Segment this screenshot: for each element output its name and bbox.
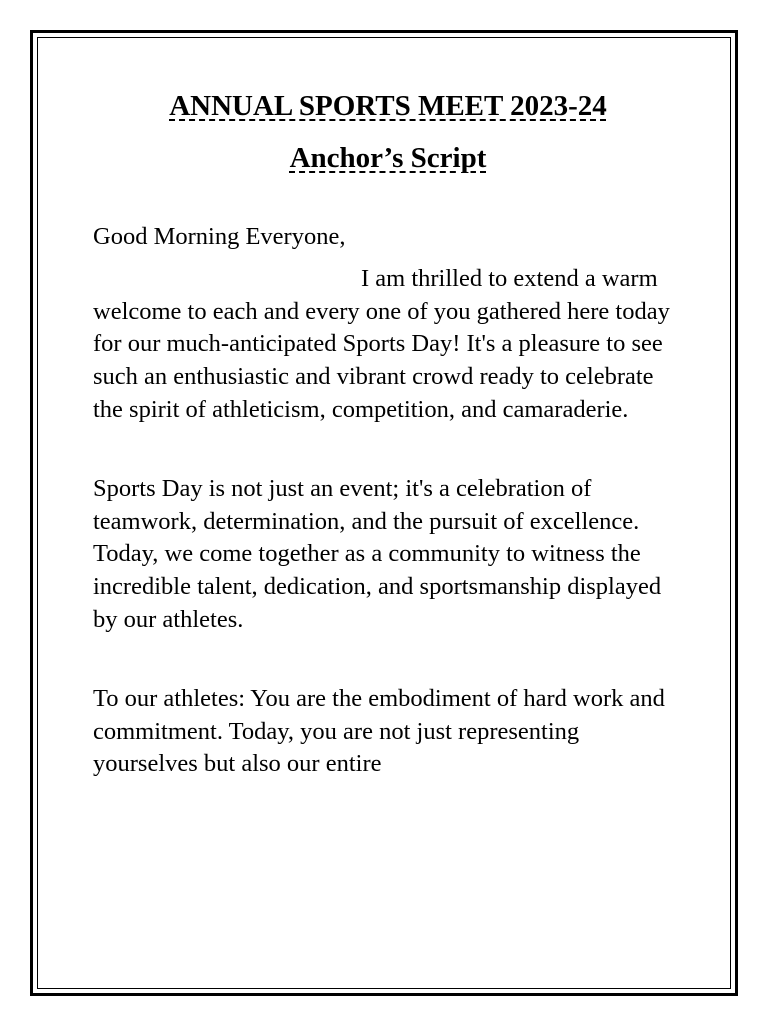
document-title: ANNUAL SPORTS MEET 2023-24: [169, 90, 607, 122]
document-body: [93, 80, 683, 781]
greeting-line: Good Morning Everyone,: [93, 223, 346, 250]
paragraph-sports-day: Sports Day is not just an event; it's a celebration of teamwork, determination, and the pursuit of excellence. Today, we come together as a community to witness the incredible talent, dedication, and sportsmanship displayed by our athletes.: [93, 474, 662, 633]
document-subtitle: Anchor’s Script: [289, 142, 487, 174]
paragraph-welcome: I am thrilled to extend a warm welcome to each and every one of you gathered here today for our much-anticipated Sports Day! It's a pleasure to see such an enthusiastic and vibrant crowd ready to celebrate the spirit of athleticism, competition, and camaraderie.: [93, 264, 670, 423]
paragraph-athletes: To our athletes: You are the embodiment of hard work and commitment. Today, you are not just representing yourselves but also our entire: [93, 684, 665, 778]
